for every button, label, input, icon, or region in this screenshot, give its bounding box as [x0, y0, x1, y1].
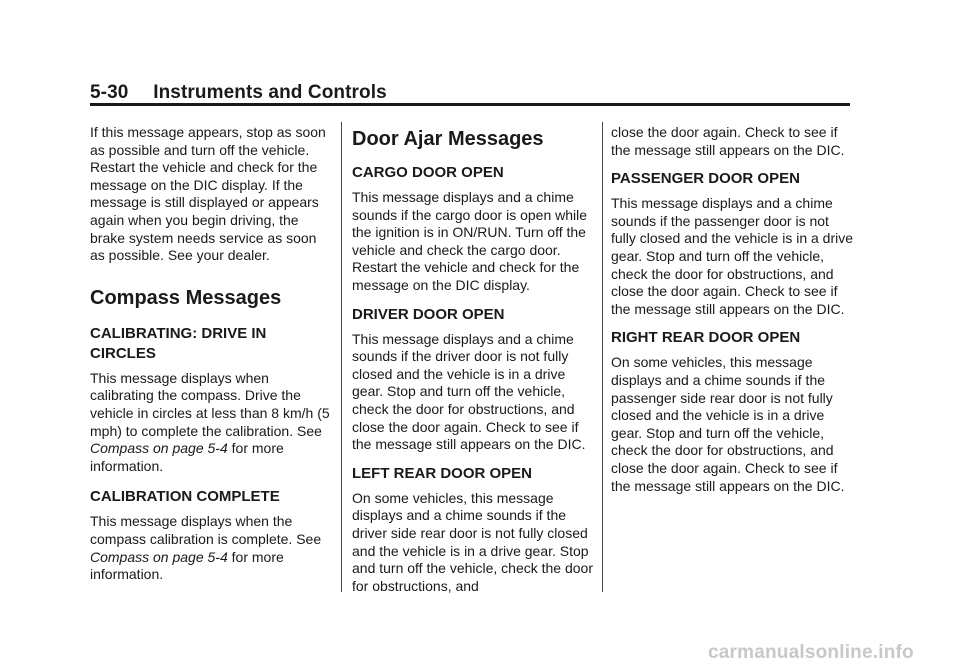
- column-2: [352, 124, 594, 595]
- column-divider-1: [341, 122, 342, 592]
- heading-right-rear-door-open: RIGHT REAR DOOR OPEN: [611, 329, 801, 347]
- header-divider: [90, 103, 850, 106]
- compass-page-link[interactable]: Compass on page 5‑4: [90, 548, 228, 565]
- heading-cargo-door-open: CARGO DOOR OPEN: [352, 164, 504, 181]
- driver-door-paragraph: This message displays and a chime sounds if the driver door is not fully closed and the vehicle is in a drive gear. Stop and turn off the vehicle, check the door for obstructions, and close the door again. Check to see if the message still appears on the DIC.: [352, 330, 586, 453]
- left-rear-door-continued-paragraph: close the door again. Check to see if the message still appears on the DIC.: [611, 124, 845, 158]
- calibration-complete-paragraph: This message displays when the compass calibration is complete. See Compass on page 5‑4 for more information.: [90, 513, 322, 583]
- left-rear-door-paragraph: On some vehicles, this message displays and a chime sounds if the driver side rear door is not fully closed and the vehicle is in a drive gear. Stop and turn off the vehicle, check the door for obstructions, and: [352, 489, 594, 594]
- heading-calibration-complete: CALIBRATION COMPLETE: [90, 488, 280, 506]
- heading-passenger-door-open: PASSENGER DOOR OPEN: [611, 170, 800, 188]
- right-rear-door-paragraph: On some vehicles, this message displays and a chime sounds if the passenger side rear door is not fully closed and the vehicle is in a drive gear. Stop and turn off the vehicle, check the door for obstructions, and close the door again. Check to see if the message still appears on the DIC.: [611, 354, 845, 494]
- compass-page-link[interactable]: Compass on page 5‑4: [90, 440, 228, 457]
- passenger-door-paragraph: This message displays and a chime sounds if the passenger door is not fully closed and the vehicle is in a drive gear. Stop and turn off the vehicle, check the door for obstructions, and close the door again. Check to see if the message still appears on the DIC.: [611, 195, 854, 317]
- column-1: [90, 124, 330, 584]
- column-3: [611, 124, 856, 495]
- page-header: [90, 82, 850, 104]
- page-number: 5-30: [90, 82, 129, 103]
- heading-driver-door-open: DRIVER DOOR OPEN: [352, 305, 505, 323]
- calibrating-paragraph: This message displays when calibrating the compass. Drive the vehicle in circles at less than 8 km/h (5 mph) to complete the calibration. See Compass on page 5‑4 for more information.: [90, 369, 330, 474]
- heading-left-rear-door-open: LEFT REAR DOOR OPEN: [352, 464, 533, 482]
- column-divider-2: [602, 122, 603, 592]
- heading-calibrating: CALIBRATING: DRIVE IN CIRCLES: [90, 324, 267, 362]
- section-title-compass: Compass Messages: [90, 286, 282, 309]
- watermark: carmanualsonline.info: [708, 642, 914, 663]
- section-title-door-ajar: Door Ajar Messages: [352, 128, 544, 150]
- cargo-door-paragraph: This message displays and a chime sounds if the cargo door is open while the ignition is in ON/RUN. Turn off the vehicle and check the cargo door. Restart the vehicle and check for the message on the DIC display.: [352, 189, 588, 293]
- brake-intro-paragraph: If this message appears, stop as soon as possible and turn off the vehicle. Restart the vehicle and check for the message on the DIC display. If the message is still displayed or appears again when you begin driving, the brake system needs service as soon as possible. See your dealer.: [90, 124, 326, 264]
- chapter-title: Instruments and Controls: [153, 82, 387, 103]
